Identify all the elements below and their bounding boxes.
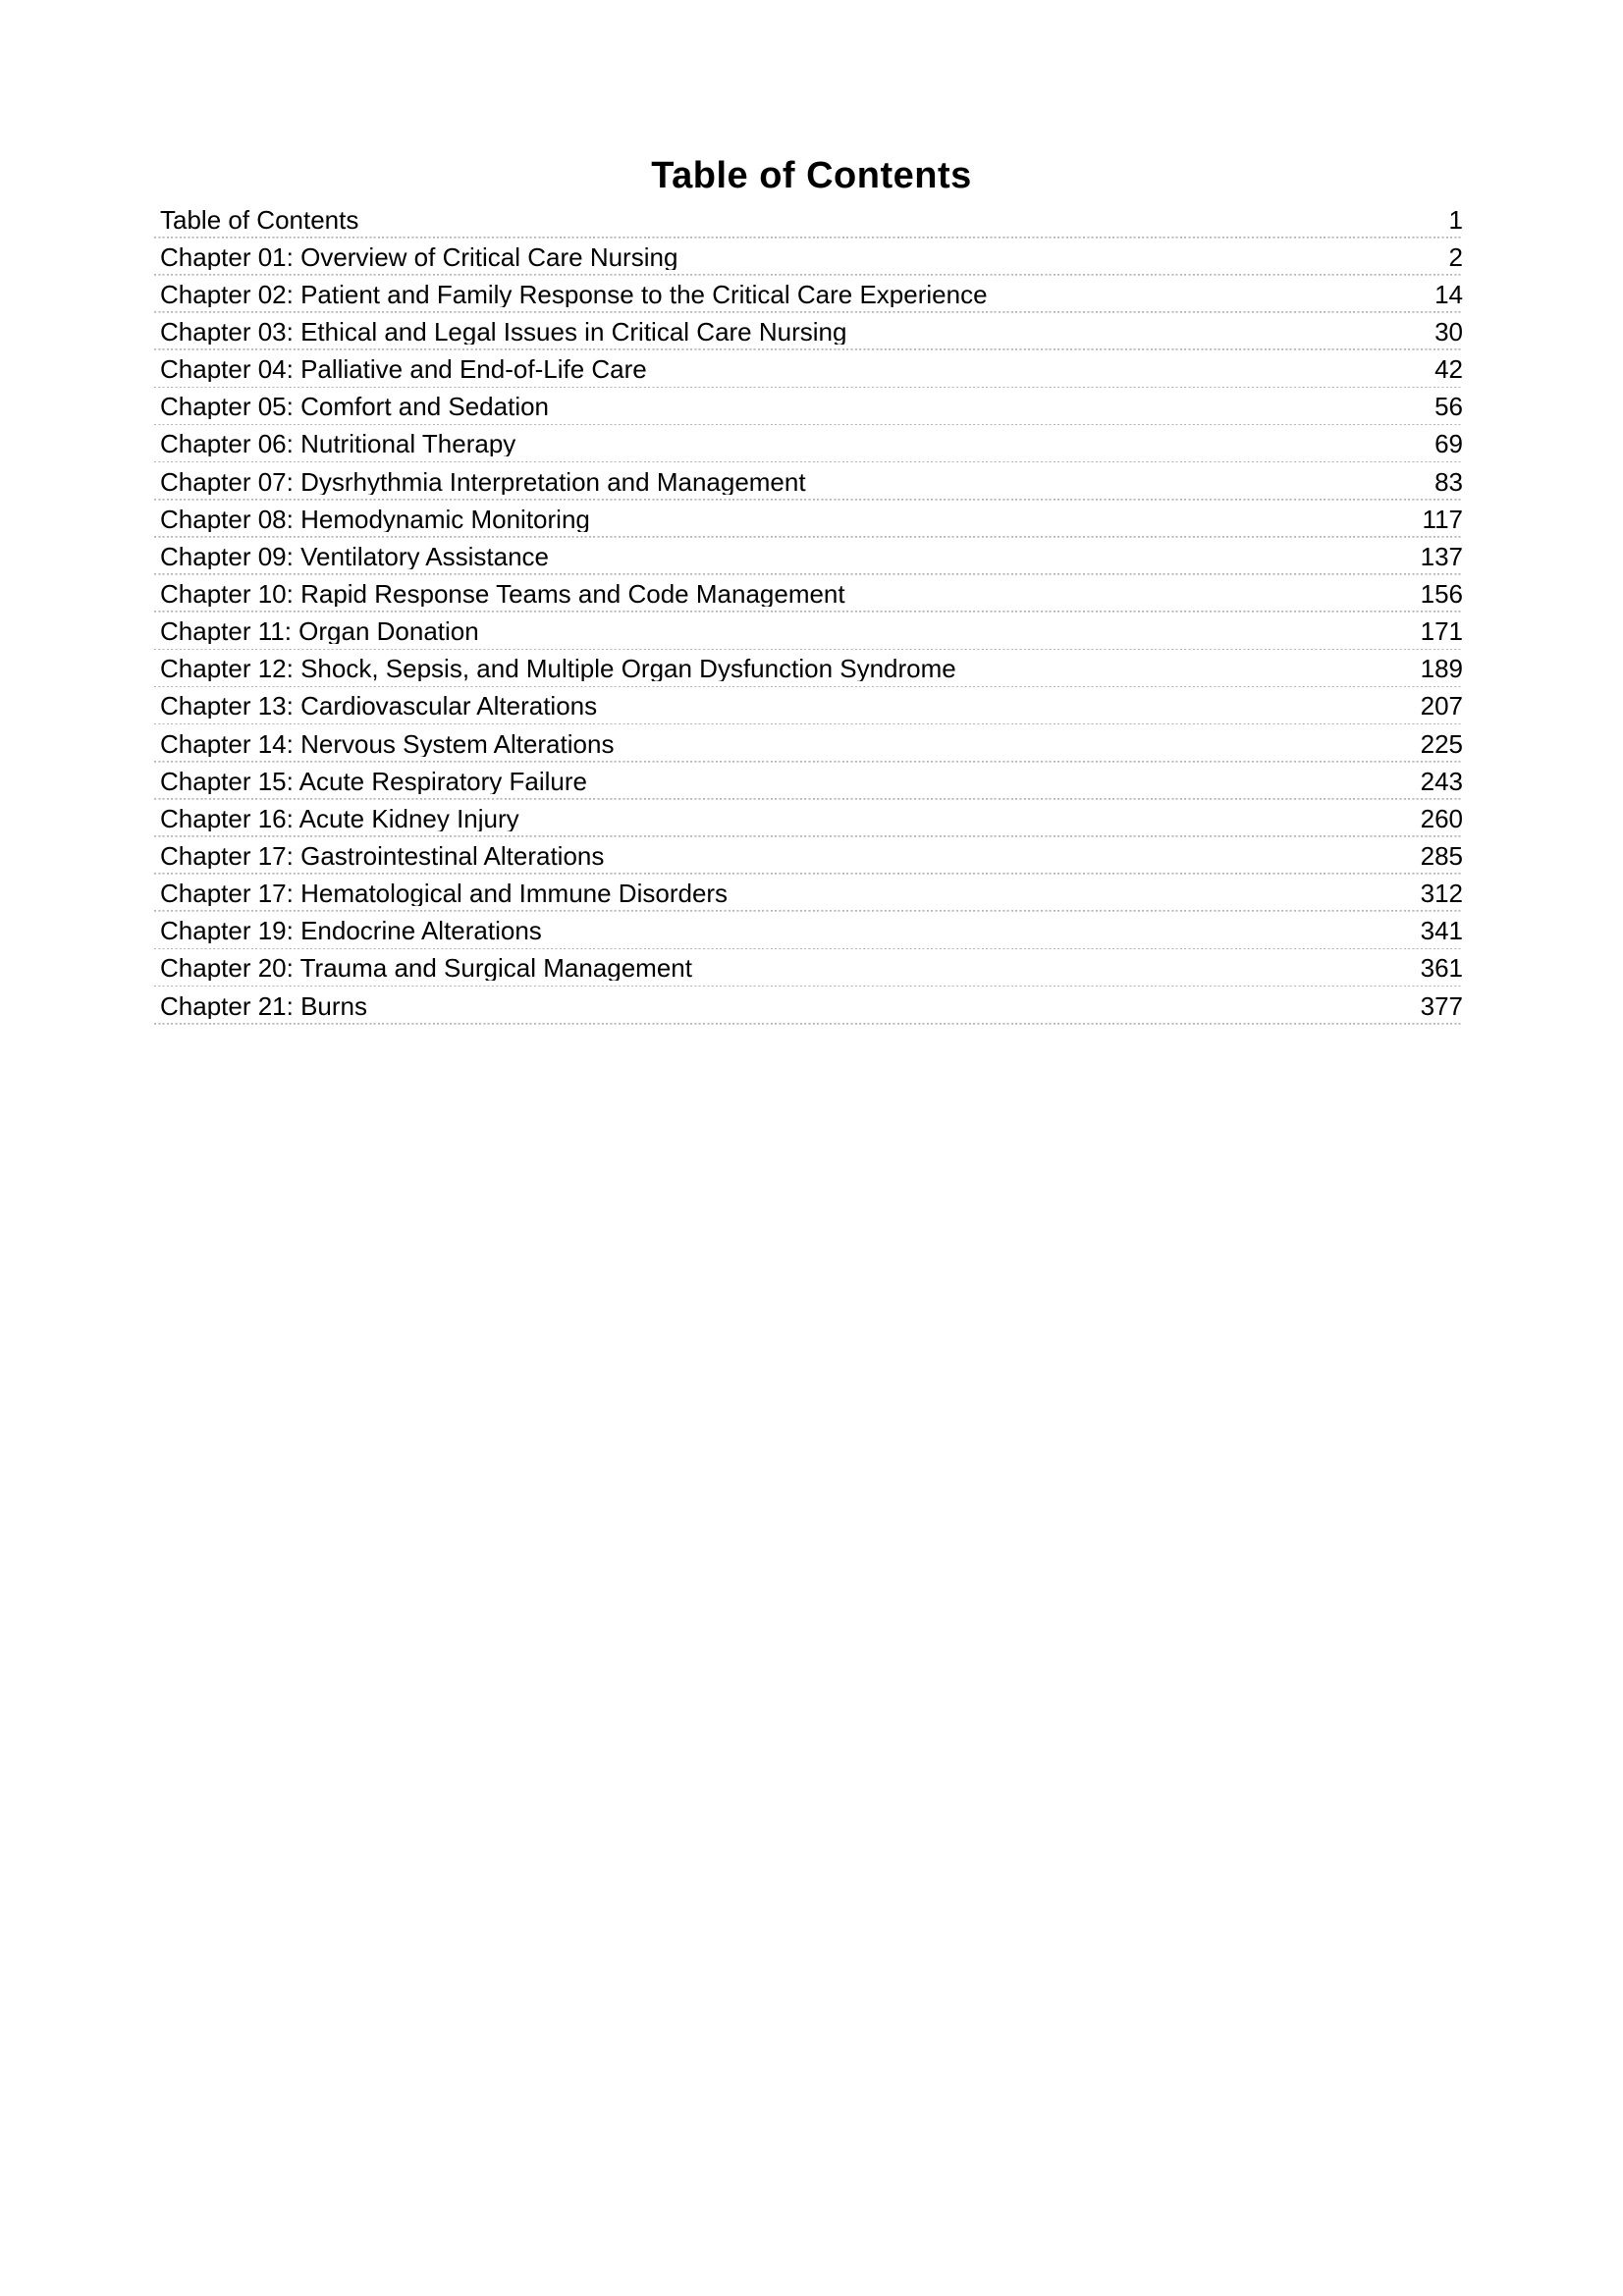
toc-entry-label: Chapter 05: Comfort and Sedation bbox=[160, 394, 550, 420]
toc-entry-page: 117 bbox=[1422, 504, 1463, 534]
toc-entry-page: 207 bbox=[1420, 691, 1463, 721]
toc-entry-label: Chapter 06: Nutritional Therapy bbox=[160, 431, 516, 457]
toc-row bbox=[154, 650, 1463, 687]
toc-row bbox=[154, 912, 1463, 949]
toc-entry-label: Chapter 10: Rapid Response Teams and Code Management bbox=[160, 581, 845, 608]
toc-entry-page: 361 bbox=[1420, 953, 1463, 984]
page-title: Table of Contents bbox=[651, 155, 972, 196]
toc-row bbox=[154, 201, 1463, 239]
toc-row bbox=[154, 987, 1463, 1024]
toc-row bbox=[154, 388, 1463, 425]
toc-entry-label: Chapter 15: Acute Respiratory Failure bbox=[160, 768, 587, 794]
toc-row bbox=[154, 949, 1463, 987]
toc-row bbox=[154, 724, 1463, 762]
toc-row bbox=[154, 276, 1463, 313]
toc-entry-label: Table of Contents bbox=[160, 206, 359, 233]
toc-entry-page: 341 bbox=[1420, 916, 1463, 946]
toc-entry-page: 260 bbox=[1420, 803, 1463, 833]
toc-row bbox=[154, 613, 1463, 650]
toc-entry-label: Chapter 13: Cardiovascular Alterations bbox=[160, 693, 598, 720]
toc-entry-label: Chapter 12: Shock, Sepsis, and Multiple Organ Dysfunction Syndrome bbox=[160, 656, 956, 682]
toc-entry-label: Chapter 04: Palliative and End-of-Life Care bbox=[160, 356, 647, 383]
toc-entry-label: Chapter 11: Organ Donation bbox=[160, 618, 479, 645]
toc-entry-page: 225 bbox=[1420, 728, 1463, 759]
toc-entry-label: Chapter 08: Hemodynamic Monitoring bbox=[160, 506, 590, 532]
toc-entry-label: Chapter 17: Hematological and Immune Disorders bbox=[160, 881, 729, 907]
toc-entry-page: 377 bbox=[1420, 990, 1463, 1021]
toc-entry-page: 83 bbox=[1434, 466, 1463, 497]
toc-entry-label: Chapter 02: Patient and Family Response to the Critical Care Experience bbox=[160, 281, 988, 307]
toc-row bbox=[154, 800, 1463, 837]
toc-entry-label: Chapter 01: Overview of Critical Care Nursing bbox=[160, 243, 678, 270]
toc-entry-page: 312 bbox=[1420, 879, 1463, 909]
toc-entry-page: 69 bbox=[1434, 429, 1463, 459]
toc-row bbox=[154, 763, 1463, 800]
table-of-contents bbox=[154, 201, 1463, 1025]
toc-entry-page: 171 bbox=[1420, 616, 1463, 647]
toc-entry-page: 2 bbox=[1448, 241, 1463, 272]
toc-row bbox=[154, 239, 1463, 276]
toc-row bbox=[154, 687, 1463, 724]
toc-entry-page: 1 bbox=[1448, 204, 1463, 235]
toc-entry-page: 42 bbox=[1434, 354, 1463, 385]
toc-row bbox=[154, 501, 1463, 538]
toc-entry-label: Chapter 20: Trauma and Surgical Management bbox=[160, 955, 692, 982]
toc-entry-label: Chapter 09: Ventilatory Assistance bbox=[160, 543, 550, 569]
toc-row bbox=[154, 350, 1463, 388]
toc-row bbox=[154, 837, 1463, 875]
toc-entry-page: 30 bbox=[1434, 317, 1463, 347]
toc-row bbox=[154, 313, 1463, 350]
toc-entry-page: 285 bbox=[1420, 841, 1463, 872]
toc-row bbox=[154, 875, 1463, 912]
toc-entry-page: 56 bbox=[1434, 392, 1463, 422]
toc-row bbox=[154, 538, 1463, 575]
toc-entry-label: Chapter 17: Gastrointestinal Alterations bbox=[160, 843, 605, 870]
toc-entry-label: Chapter 14: Nervous System Alterations bbox=[160, 730, 615, 757]
toc-entry-label: Chapter 16: Acute Kidney Injury bbox=[160, 805, 519, 831]
toc-row bbox=[154, 575, 1463, 613]
toc-entry-label: Chapter 19: Endocrine Alterations bbox=[160, 918, 542, 944]
toc-entry-page: 189 bbox=[1420, 654, 1463, 684]
toc-row bbox=[154, 425, 1463, 462]
toc-entry-page: 14 bbox=[1434, 279, 1463, 309]
toc-entry-page: 156 bbox=[1420, 579, 1463, 610]
toc-entry-label: Chapter 03: Ethical and Legal Issues in Critical Care Nursing bbox=[160, 319, 847, 346]
toc-row bbox=[154, 462, 1463, 500]
toc-entry-label: Chapter 07: Dysrhythmia Interpretation and Management bbox=[160, 468, 806, 495]
toc-entry-page: 137 bbox=[1420, 541, 1463, 571]
toc-entry-page: 243 bbox=[1420, 766, 1463, 796]
toc-entry-label: Chapter 21: Burns bbox=[160, 992, 368, 1019]
